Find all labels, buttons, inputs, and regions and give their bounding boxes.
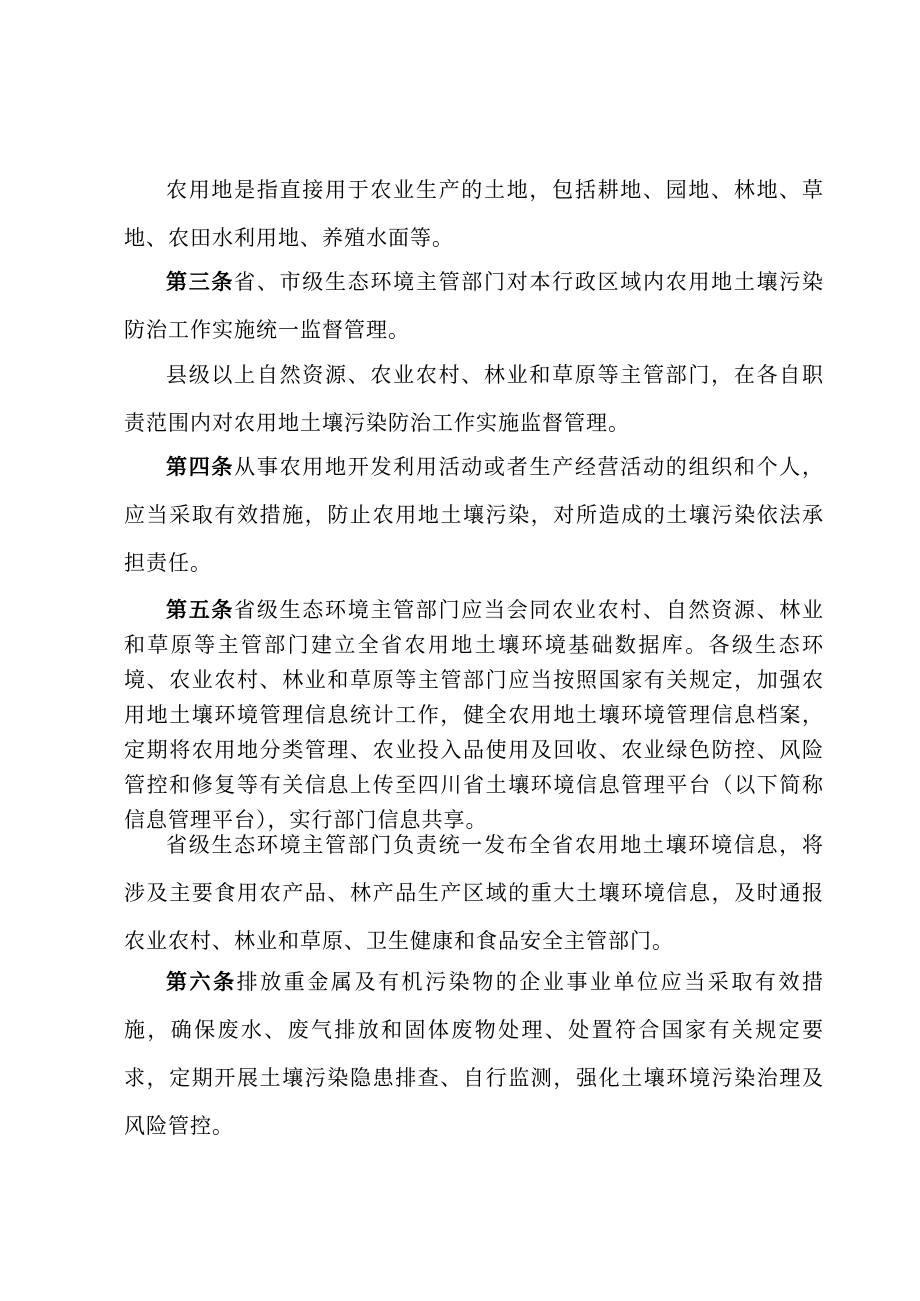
paragraph-article-4	[124, 443, 824, 587]
article-heading: 第五条	[166, 598, 235, 622]
paragraph-agricultural-land-definition	[124, 166, 824, 262]
article-heading: 第六条	[166, 970, 237, 994]
article-heading: 第三条	[166, 270, 235, 294]
paragraph-text: 省级生态环境主管部门负责统一发布全省农用地土壤环境信息，将涉及主要食用农产品、林产品生产区域的重大土壤环境信息，及时通报农业农村、林业和草原、卫生健康和食品安全主管部门。	[124, 833, 824, 953]
paragraph-article-3	[124, 258, 824, 354]
paragraph-text: 省级生态环境主管部门应当会同农业农村、自然资源、林业和草原等主管部门建立全省农用地土壤环境基础数据库。各级生态环境、农业农村、林业和草原等主管部门应当按照国家有关规定，加强农用地土壤环境管理信息统计工作，健全农用地土壤环境管理信息档案，定期将农用地分类管理、农业投入品使用及回收、农业绿色防控、风险管控和修复等有关信息上传至四川省土壤环境信息管理平台（以下简称信息管理平台），实行部门信息共享。	[124, 598, 825, 832]
paragraph-article-5	[124, 593, 824, 838]
paragraph-article-6	[124, 958, 824, 1150]
article-heading: 第四条	[166, 455, 235, 479]
paragraph-text: 农用地是指直接用于农业生产的土地，包括耕地、园地、林地、草地、农田水利用地、养殖水面等。	[124, 178, 824, 250]
paragraph-provincial-info-release	[124, 821, 824, 965]
paragraph-text: 县级以上自然资源、农业农村、林业和草原等主管部门，在各自职责范围内对农用地土壤污染防治工作实施监督管理。	[124, 363, 824, 435]
paragraph-county-departments	[124, 351, 824, 447]
paragraph-text: 省、市级生态环境主管部门对本行政区域内农用地土壤污染防治工作实施统一监督管理。	[124, 270, 825, 342]
paragraph-text: 从事农用地开发利用活动或者生产经营活动的组织和个人，应当采取有效措施，防止农用地土壤污染，对所造成的土壤污染依法承担责任。	[124, 455, 825, 575]
paragraph-text: 排放重金属及有机污染物的企业事业单位应当采取有效措施，确保废水、废气排放和固体废物处理、处置符合国家有关规定要求，定期开展土壤污染隐患排查、自行监测，强化土壤环境污染治理及风险管控。	[124, 970, 825, 1138]
